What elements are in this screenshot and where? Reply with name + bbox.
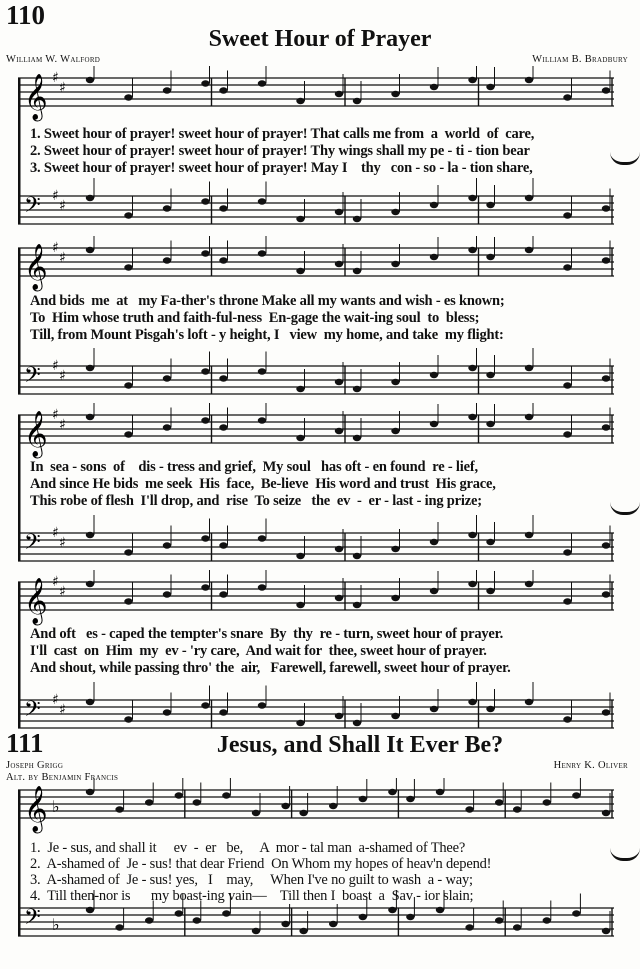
hymn-110-verse-1-line-1: 1. Sweet hour of prayer! sweet hour of prayer! That calls me from a world of care,	[30, 126, 535, 142]
treble-clef-icon: 𝄞	[24, 578, 48, 624]
note-head	[258, 702, 266, 708]
note-head	[175, 910, 183, 916]
note-head	[430, 202, 438, 208]
hymn-110-verse-2-line-1: 2. Sweet hour of prayer! sweet hour of prayer! Thy wings shall my pe - ti - tion bear	[30, 143, 530, 159]
note-head	[258, 417, 266, 423]
note-head	[430, 254, 438, 260]
hymn-111-alteration: Alt. by Benjamin Francis	[6, 772, 119, 783]
note-head	[163, 87, 171, 93]
note-head	[124, 94, 132, 100]
note-head	[86, 195, 94, 201]
note-head	[335, 379, 343, 385]
note-head	[163, 542, 171, 548]
note-head	[219, 375, 227, 381]
note-head	[124, 716, 132, 722]
note-head	[543, 917, 551, 923]
note-head	[163, 205, 171, 211]
note-head	[296, 386, 304, 392]
note-head	[513, 924, 521, 930]
note-head	[163, 257, 171, 263]
note-head	[602, 257, 610, 263]
note-head	[353, 386, 361, 392]
note-head	[201, 198, 209, 204]
note-head	[163, 424, 171, 430]
treble-clef-icon: 𝄞	[24, 74, 48, 120]
note-head	[124, 212, 132, 218]
note-head	[296, 216, 304, 222]
note-head	[430, 706, 438, 712]
hymn-110-verse-3-line-1: 3. Sweet hour of prayer! sweet hour of prayer! May I thy con - so - la - tion share,	[30, 160, 533, 176]
note-head	[563, 382, 571, 388]
note-head	[145, 917, 153, 923]
note-head	[468, 532, 476, 538]
note-head	[436, 789, 444, 795]
hymn-110-composer: William B. Bradbury	[532, 54, 628, 65]
flat-icon: ♭	[52, 797, 60, 816]
note-head	[219, 542, 227, 548]
note-head	[219, 709, 227, 715]
note-head	[258, 80, 266, 86]
note-head	[486, 706, 494, 712]
note-head	[124, 431, 132, 437]
note-head	[296, 602, 304, 608]
note-head	[219, 257, 227, 263]
note-head	[219, 87, 227, 93]
note-head	[86, 907, 94, 913]
hymn-111-author: Joseph Grigg	[6, 760, 64, 771]
note-head	[163, 709, 171, 715]
note-head	[430, 84, 438, 90]
note-head	[525, 532, 533, 538]
note-head	[486, 539, 494, 545]
note-head	[388, 907, 396, 913]
note-head	[201, 584, 209, 590]
sharp-icon: ♯	[52, 574, 59, 590]
note-head	[468, 77, 476, 83]
note-head	[219, 591, 227, 597]
note-head	[486, 254, 494, 260]
note-head	[163, 375, 171, 381]
sharp-icon: ♯	[59, 535, 66, 551]
note-head	[258, 535, 266, 541]
bass-clef-icon: 𝄢	[24, 363, 41, 393]
note-head	[572, 910, 580, 916]
note-head	[201, 702, 209, 708]
note-head	[602, 205, 610, 211]
note-head	[430, 588, 438, 594]
note-head	[124, 598, 132, 604]
note-head	[201, 80, 209, 86]
note-head	[281, 803, 289, 809]
hymn-110-verse-2-line-3: And since He bids me seek His face, Be-lieve His word and trust His grace,	[30, 476, 496, 492]
sharp-icon: ♯	[52, 70, 59, 86]
note-head	[335, 428, 343, 434]
note-head	[602, 375, 610, 381]
hymn-111-verse-1: 1. Je - sus, and shall it ev - er be, A mor - tal man a-shamed of Thee?	[30, 840, 466, 856]
treble-clef-icon: 𝄞	[24, 786, 48, 832]
hymn-111-verse-3: 3. A-shamed of Je - sus! yes, I may, When I've no guilt to wash a - way;	[30, 872, 473, 888]
bass-clef-icon: 𝄢	[24, 193, 41, 223]
bass-clef-icon: 𝄢	[24, 697, 41, 727]
note-head	[335, 713, 343, 719]
hymn-110-author: William W. Walford	[6, 54, 101, 65]
note-head	[353, 98, 361, 104]
note-head	[193, 917, 201, 923]
note-head	[201, 368, 209, 374]
hymn-111-composer: Henry K. Oliver	[553, 760, 628, 771]
line-wrap-mark	[610, 152, 640, 165]
note-head	[468, 195, 476, 201]
note-head	[436, 907, 444, 913]
note-head	[391, 428, 399, 434]
hymn-110-verse-3-line-3: This robe of flesh I'll drop, and rise To seize the ev - er - last - ing prize;	[30, 493, 482, 509]
note-head	[353, 216, 361, 222]
hymn-111-verse-4: 4. Till then-nor is my boast-ing vain— Till then I boast a Sav - ior slain;	[30, 888, 474, 904]
note-head	[353, 553, 361, 559]
note-head	[296, 435, 304, 441]
sharp-icon: ♯	[52, 525, 59, 541]
note-head	[219, 205, 227, 211]
note-head	[468, 414, 476, 420]
hymn-110-number: 110	[6, 0, 46, 30]
note-head	[258, 198, 266, 204]
note-head	[193, 799, 201, 805]
note-head	[406, 914, 414, 920]
note-head	[353, 268, 361, 274]
note-head	[296, 720, 304, 726]
note-head	[391, 379, 399, 385]
note-head	[525, 699, 533, 705]
treble-clef-icon: 𝄞	[24, 411, 48, 457]
note-head	[468, 365, 476, 371]
note-head	[86, 581, 94, 587]
sharp-icon: ♯	[59, 584, 66, 600]
note-head	[563, 549, 571, 555]
note-head	[124, 382, 132, 388]
line-wrap-mark	[610, 848, 640, 861]
note-head	[563, 212, 571, 218]
hymn-110-verse-1-line-3: In sea - sons of dis - tress and grief, My soul has oft - en found re - lief,	[30, 459, 478, 475]
note-head	[252, 810, 260, 816]
note-head	[391, 595, 399, 601]
note-head	[86, 532, 94, 538]
note-head	[602, 542, 610, 548]
hymn-110-verse-3-line-4: And shout, while passing thro' the air, Farewell, farewell, sweet hour of prayer.	[30, 660, 511, 676]
note-head	[563, 716, 571, 722]
note-head	[258, 584, 266, 590]
note-head	[486, 588, 494, 594]
note-head	[486, 202, 494, 208]
note-head	[329, 921, 337, 927]
sharp-icon: ♯	[59, 198, 66, 214]
note-head	[430, 539, 438, 545]
note-head	[391, 261, 399, 267]
note-head	[335, 595, 343, 601]
note-head	[468, 247, 476, 253]
note-head	[465, 806, 473, 812]
note-head	[495, 917, 503, 923]
hymn-110-verse-1-line-2: And bids me at my Fa-ther's throne Make all my wants and wish - es known;	[30, 293, 505, 309]
sharp-icon: ♯	[59, 80, 66, 96]
note-head	[329, 803, 337, 809]
note-head	[353, 602, 361, 608]
note-head	[602, 928, 610, 934]
note-head	[525, 77, 533, 83]
sharp-icon: ♯	[59, 417, 66, 433]
note-head	[563, 598, 571, 604]
note-head	[563, 431, 571, 437]
hymn-111-number: 111	[6, 728, 44, 758]
note-head	[258, 250, 266, 256]
note-head	[486, 84, 494, 90]
sharp-icon: ♯	[59, 250, 66, 266]
note-head	[525, 414, 533, 420]
note-head	[602, 709, 610, 715]
note-head	[359, 796, 367, 802]
note-head	[335, 209, 343, 215]
note-head	[388, 789, 396, 795]
sharp-icon: ♯	[52, 407, 59, 423]
note-head	[468, 699, 476, 705]
note-head	[124, 549, 132, 555]
note-head	[222, 792, 230, 798]
line-wrap-mark	[610, 502, 640, 515]
note-head	[525, 195, 533, 201]
note-head	[335, 261, 343, 267]
note-head	[86, 789, 94, 795]
note-head	[299, 928, 307, 934]
note-head	[252, 928, 260, 934]
note-head	[406, 796, 414, 802]
note-head	[602, 591, 610, 597]
note-head	[495, 799, 503, 805]
note-head	[486, 372, 494, 378]
sharp-icon: ♯	[52, 240, 59, 256]
note-head	[86, 247, 94, 253]
note-head	[115, 806, 123, 812]
note-head	[602, 424, 610, 430]
hymn-111-verse-2: 2. A-shamed of Je - sus! that dear Friend On Whom my hopes of heav'n depend!	[30, 856, 492, 872]
note-head	[335, 91, 343, 97]
note-head	[486, 421, 494, 427]
note-head	[145, 799, 153, 805]
note-head	[391, 713, 399, 719]
note-head	[222, 910, 230, 916]
note-head	[86, 414, 94, 420]
note-head	[258, 368, 266, 374]
note-head	[391, 91, 399, 97]
hymn-110-verse-3-line-2: Till, from Mount Pisgah's loft - y height, I view my home, and take my flight:	[30, 327, 504, 343]
note-head	[430, 421, 438, 427]
note-head	[201, 417, 209, 423]
note-head	[281, 921, 289, 927]
note-head	[513, 806, 521, 812]
sharp-icon: ♯	[52, 358, 59, 374]
note-head	[86, 365, 94, 371]
note-head	[201, 535, 209, 541]
note-head	[525, 365, 533, 371]
note-head	[563, 264, 571, 270]
note-head	[359, 914, 367, 920]
note-head	[296, 98, 304, 104]
sharp-icon: ♯	[59, 368, 66, 384]
note-head	[86, 699, 94, 705]
note-head	[115, 924, 123, 930]
note-head	[430, 372, 438, 378]
note-head	[219, 424, 227, 430]
note-head	[124, 264, 132, 270]
sharp-icon: ♯	[52, 188, 59, 204]
note-head	[353, 435, 361, 441]
note-head	[563, 94, 571, 100]
flat-icon: ♭	[52, 915, 60, 934]
note-head	[525, 247, 533, 253]
note-head	[391, 546, 399, 552]
hymn-110-title: Sweet Hour of Prayer	[208, 26, 432, 52]
hymn-110-verse-2-line-2: To Him whose truth and faith-ful-ness En-gage the wait-ing soul to bless;	[30, 310, 480, 326]
note-head	[175, 792, 183, 798]
bass-clef-icon: 𝄢	[24, 530, 41, 560]
note-head	[296, 553, 304, 559]
note-head	[201, 250, 209, 256]
sharp-icon: ♯	[59, 702, 66, 718]
note-head	[572, 792, 580, 798]
note-head	[86, 77, 94, 83]
note-head	[296, 268, 304, 274]
bass-clef-icon: 𝄢	[24, 905, 41, 935]
note-head	[299, 810, 307, 816]
note-head	[602, 87, 610, 93]
hymn-110-verse-1-line-4: And oft es - caped the tempter's snare By thy re - turn, sweet hour of prayer.	[30, 626, 503, 642]
hymn-111-title: Jesus, and Shall It Ever Be?	[216, 732, 504, 758]
note-head	[525, 581, 533, 587]
note-head	[335, 546, 343, 552]
hymn-110-verse-2-line-4: I'll cast on Him my ev - 'ry care, And wait for thee, sweet hour of prayer.	[30, 643, 487, 659]
note-head	[163, 591, 171, 597]
note-head	[391, 209, 399, 215]
treble-clef-icon: 𝄞	[24, 244, 48, 290]
note-head	[543, 799, 551, 805]
note-head	[468, 581, 476, 587]
note-head	[465, 924, 473, 930]
note-head	[353, 720, 361, 726]
note-head	[602, 810, 610, 816]
sharp-icon: ♯	[52, 692, 59, 708]
